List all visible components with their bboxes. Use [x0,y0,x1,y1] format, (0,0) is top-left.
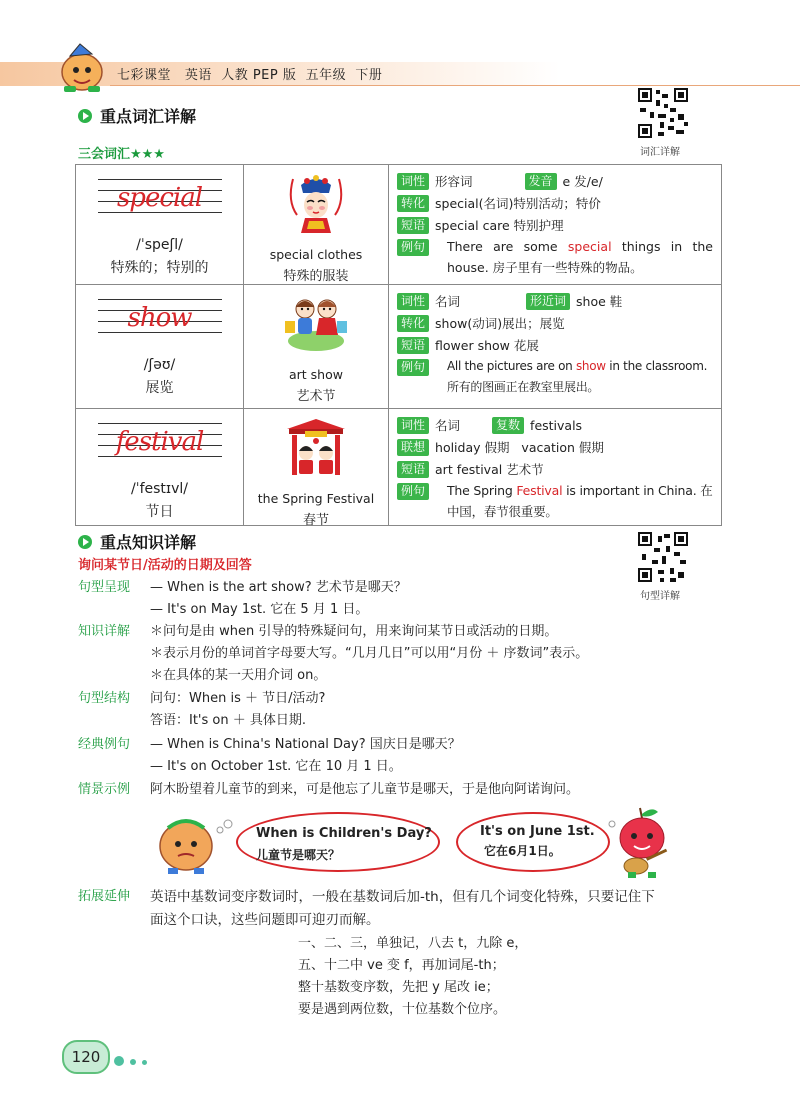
edition-name: 人教 PEP 版 [221,68,297,83]
detail-line-3: ＊在具体的某一天用介词 on。 [150,668,327,683]
picture-caption-cn: 春节 [302,513,329,528]
detail-line-phrase: 短语 art festival 艺术节 [397,459,544,479]
tag-example: 例句 [397,359,429,376]
label-example: 经典例句 [78,737,131,752]
poem-line-3: 整十基数变序数，先把 y 尾改 ie； [298,980,499,995]
grade-name: 五年级 [305,68,347,83]
decor-dot [142,1060,147,1065]
meaning: 节日 [145,504,174,520]
headword: show [127,303,192,333]
detail-line-pos: 词性 名词 形近词 shoe 鞋 [397,291,622,311]
label-structure: 句型结构 [78,691,131,706]
decor-dot [130,1059,136,1065]
tag-extra: 发音 [525,173,557,190]
picture-caption-en: special clothes [269,247,363,262]
example-line-1: — When is China's National Day? 国庆日是哪天？ [150,737,461,752]
vocab-row-festival [76,409,721,528]
label-scene: 情景示例 [78,782,131,797]
label-pattern: 句型呈现 [78,580,131,595]
detail-line-pos: 词性 名词 复数 festivals [397,415,582,435]
detail-line-1: ＊问句是由 when 引导的特殊疑问句，用来询问某节日或活动的日期。 [150,624,558,639]
vocab-row-show [76,285,721,409]
detail-cell [389,285,721,408]
extend-line-2: 面这个口诀，这些问题即可迎刃而解。 [150,912,380,928]
tag-conv: 联想 [397,439,429,456]
example-highlight: special [567,239,612,254]
structure-line-2: 答语：It's on ＋ 具体日期. [150,713,307,728]
vocab-subtitle: 三会词汇★★★ [78,147,165,162]
bubble-right-cn: 它在6月1日。 [484,844,561,858]
knowledge-subtitle: 询问某节日/活动的日期及回答 [78,558,252,573]
structure-line-1: 问句：When is ＋ 节日/活动? [150,691,326,706]
example-highlight: Festival [516,483,563,498]
extend-line-1: 英语中基数词变序数词时，一般在基数词后加-th，但有几个词变化特殊，只要记住下 [150,889,655,905]
tag-conv: 转化 [397,315,429,332]
knowledge-section-title: 重点知识详解 [78,530,196,553]
vocab-table [75,164,722,526]
phonetic: /ˈspeʃl/ [136,237,183,253]
detail-line-pos: 词性 形容词 发音 e 发/e/ [397,171,603,191]
vocab-section-title: 重点词汇详解 [78,104,196,127]
decor-dot [114,1056,124,1066]
picture-caption-en: art show [289,367,343,382]
volume-name: 下册 [355,68,383,83]
mascot-icon [52,38,112,96]
scene-text: 阿木盼望着儿童节的到来，可是他忘了儿童节是哪天，于是他向阿诺询问。 [150,782,580,797]
anuo-apple-character-icon [604,804,674,880]
picture-cell [244,165,389,284]
phonetic: /ˈfestɪvl/ [131,481,188,497]
kids-art-show-icon [283,291,349,355]
qr-caption-pattern: 句型详解 [640,591,680,602]
tag-phrase: 短语 [397,337,429,354]
example-line-2: — It's on October 1st. 它在 10 月 1 日。 [150,759,402,774]
meaning: 特殊的；特别的 [110,260,209,276]
detail-cell [389,165,721,284]
detail-line-2: ＊表示月份的单词首字母要大写。“几月几日”可以用“月份 ＋ 序数词”表示。 [150,646,589,661]
page-number: 120 [62,1040,110,1074]
detail-line-example-tag [397,237,435,257]
picture-cell [244,285,389,408]
word-cell [76,165,244,284]
bubble-left-cn: 儿童节是哪天？ [256,848,341,862]
tag-phrase: 短语 [397,217,429,234]
headword: festival [115,427,204,457]
headword: special [116,183,203,213]
spring-festival-gate-icon [283,415,349,479]
play-icon [78,535,92,549]
opera-mask-icon [283,171,349,235]
tag-extra: 复数 [492,417,524,434]
tag-example: 例句 [397,239,429,256]
tag-conv: 转化 [397,195,429,212]
picture-cell [244,409,389,528]
speech-bubble-left [236,812,440,872]
example-sentence: There are some special things in the house. 房子里有一些特殊的物品。 [447,239,713,275]
detail-line-conv: 联想 holiday 假期 vacation 假期 [397,437,604,457]
detail-line-phrase: 短语 flower show 花展 [397,335,539,355]
detail-line-example-tag [397,481,435,501]
header-title [117,64,382,83]
vocab-row-special [76,165,721,285]
tag-pos: 词性 [397,417,429,434]
example-sentence: All the pictures are on show in the classroom. 所有的图画正在教室里展出。 [447,359,708,394]
label-detail: 知识详解 [78,624,131,639]
poem-line-4: 要是遇到两位数，十位基数个位序。 [298,1002,507,1017]
phonetic: /ʃəʊ/ [143,357,176,373]
tag-pos: 词性 [397,173,429,190]
tag-extra: 形近词 [526,293,570,310]
tag-phrase: 短语 [397,461,429,478]
detail-line-conv: 转化 special(名词)特别活动；特价 [397,193,601,213]
qr-code-icon[interactable] [636,530,690,584]
picture-caption-cn: 艺术节 [296,389,336,404]
header-rule [110,85,800,86]
series-name: 七彩课堂 [117,68,172,83]
pattern-line-2: — It's on May 1st. 它在 5 月 1 日。 [150,602,369,617]
pattern-line-1: — When is the art show? 艺术节是哪天？ [150,580,407,595]
bubble-left-en: When is Children's Day? [256,826,432,841]
subject-name: 英语 [184,68,212,83]
example-sentence: The Spring Festival is important in China. 在中国，春节很重要。 [447,483,713,519]
play-icon [78,109,92,123]
qr-code-icon[interactable] [636,86,690,140]
detail-line-conv: 转化 show(动词)展出；展览 [397,313,565,333]
poem-line-1: 一、二、三，单独记，八去 t，九除 e， [298,936,528,951]
detail-line-phrase: 短语 special care 特别护理 [397,215,564,235]
detail-cell [389,409,721,525]
tag-pos: 词性 [397,293,429,310]
word-cell [76,409,244,525]
tag-example: 例句 [397,483,429,500]
word-cell [76,285,244,408]
example-highlight: show [575,359,606,373]
amu-character-icon [148,808,238,878]
picture-caption-en: the Spring Festival [257,491,375,506]
bubble-right-en: It's on June 1st. [480,824,595,839]
poem-line-2: 五、十二中 ve 变 f，再加词尾-th； [298,958,505,973]
meaning: 展览 [145,380,174,396]
picture-caption-cn: 特殊的服装 [283,269,349,284]
detail-line-example-tag [397,357,435,377]
qr-caption-vocab: 词汇详解 [640,147,680,158]
label-extend: 拓展延伸 [78,889,131,904]
